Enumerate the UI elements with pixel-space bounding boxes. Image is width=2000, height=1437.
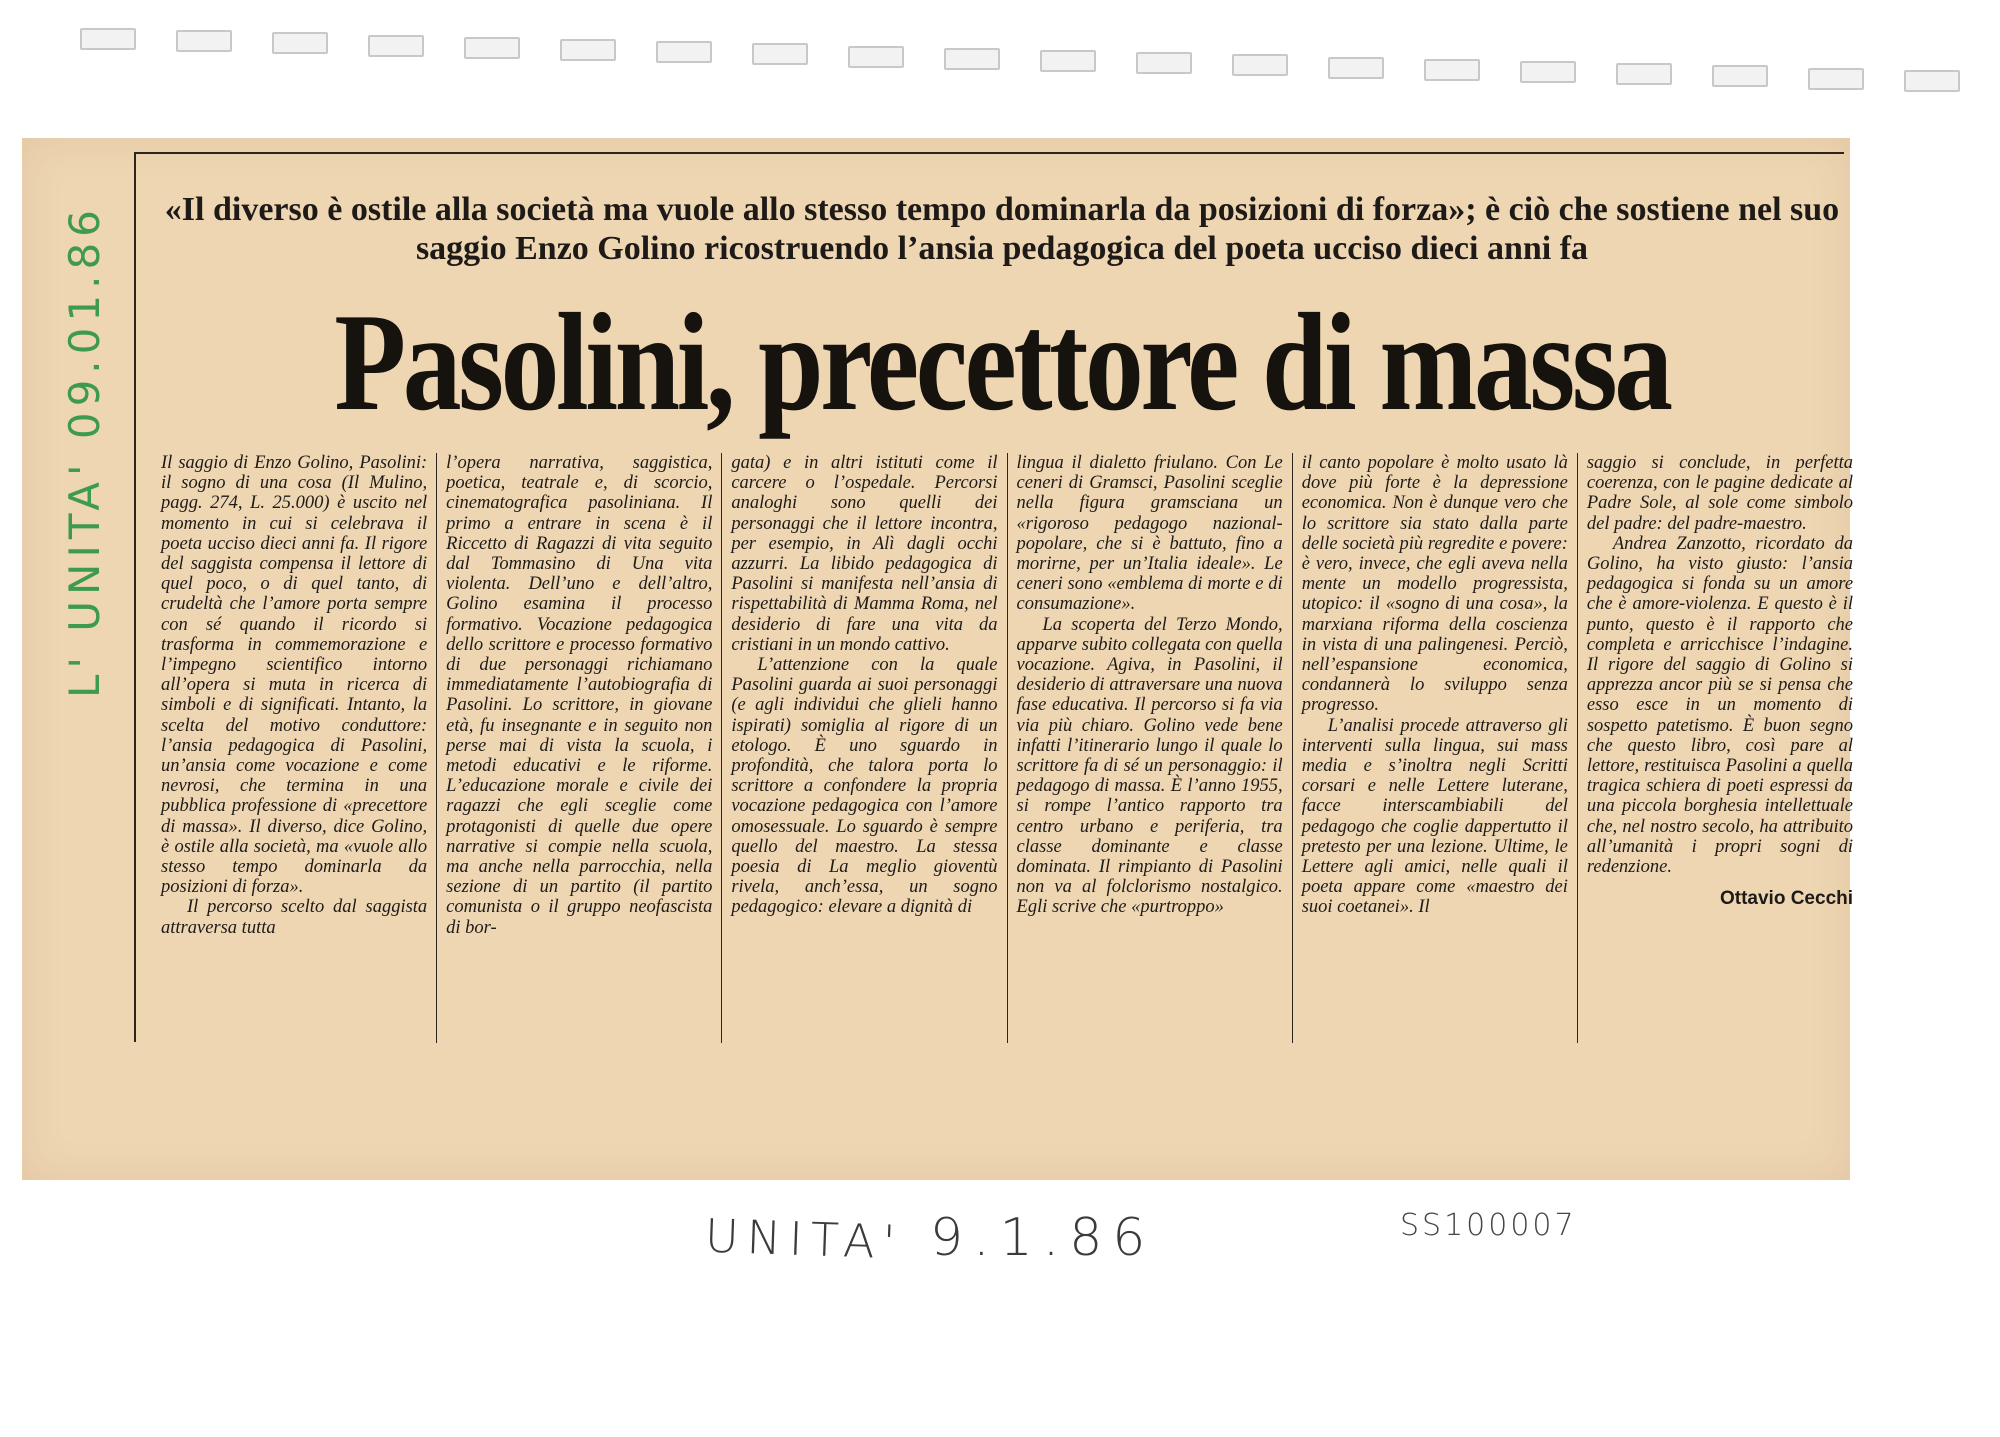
punch-hole bbox=[1040, 50, 1096, 72]
punch-hole bbox=[80, 28, 136, 50]
paragraph: L’attenzione con la quale Pasolini guarda ai suoi personaggi (e agli individui che glieli hanno ispirati) somiglia al rigore di un etologo. È uno sguardo in profondità, che talora porta lo scrittore a confondere la propria vocazione pedagogica con l’amore omosessuale. Lo sguardo è sempre quello del maestro. La stessa poesia di La meglio gioventù rivela, anch’essa, un sogno pedagogico: elevare a dignità di bbox=[731, 655, 998, 918]
punch-hole bbox=[944, 48, 1000, 70]
punch-hole bbox=[1808, 68, 1864, 90]
handwritten-archive-code: SS100007 bbox=[1400, 1208, 1577, 1243]
paragraph: L’analisi procede attraverso gli interventi sulla lingua, sui mass media e s’inoltra negli Scritti corsari e nelle Lettere luterane, facce interscambiabili del pedagogo che coglie dappertutto il pretesto per una lezione. Ultime, le Lettere agli amici, nelle quali il poeta appare come «maestro dei suoi coetanei». Il bbox=[1301, 715, 1568, 918]
paragraph: Il saggio di Enzo Golino, Pasolini: il sogno di una cosa (Il Mulino, pagg. 274, L. 25.000) è uscito nel momento in cui si celebrava il poeta ucciso dieci anni fa. Il rigore del saggista compensa il lettore di quel poco, o di quel tanto, di crudeltà che l’amore porta sempre con sé quando il ricordo si trasforma in commemorazione e l’impegno scientifico intorno all’opera si muta in ricerca di simboli e di significati. Intanto, la scelta del motivo conduttore: l’ansia pedagogica di Pasolini, un’ansia come vocazione e come nevrosi, che termina in una pubblica professione di «precettore di massa». Il diverso, dice Golino, è ostile alla società, ma «vuole allo stesso tempo dominarla da posizioni di forza». bbox=[161, 453, 428, 898]
paragraph: saggio si conclude, in perfetta coerenza, con le pagine dedicate al Padre Sole, al sole come simbolo del padre: del padre-maestro. bbox=[1586, 453, 1854, 534]
article-column bbox=[1292, 453, 1577, 1043]
punch-hole bbox=[752, 43, 808, 65]
punch-hole bbox=[1424, 59, 1480, 81]
article-column bbox=[1007, 453, 1292, 1043]
handwritten-date: 9.1.86 bbox=[930, 1208, 1156, 1268]
punch-hole bbox=[848, 46, 904, 68]
punch-hole bbox=[656, 41, 712, 63]
punch-hole bbox=[1136, 52, 1192, 74]
article-subtitle: «Il diverso è ostile alla società ma vuole allo stesso tempo dominarla da posizioni di forza»; è ciò che sostiene nel suo saggio Enzo Golino ricostruendo l’ansia pedagogica del poeta ucciso dieci anni fa bbox=[164, 191, 1840, 267]
author-byline: Ottavio Cecchi bbox=[1719, 888, 1854, 910]
punch-hole bbox=[176, 30, 232, 52]
article-column bbox=[1577, 453, 1862, 1043]
paragraph: l’opera narrativa, saggistica, poetica, teatrale e, di scorcio, cinematografica pasoliniana. Il primo a entrare in scena è il Riccetto di Ragazzi di vita seguito dal Tommasino di Una vita violenta. Dell’uno e dell’altro, Golino esamina il processo formativo. Vocazione pedagogica dello scrittore e processo formativo di due personaggi richiamano immediatamente l’autobiografia di Pasolini. Lo scrittore, in giovane età, fu insegnante e in seguito non perse mai di vista la scuola, i metodi educativi e le riforme. L’educazione morale e civile dei ragazzi che egli sceglie come protagonisti di quelle due opere narrative si compie nella scuola, ma anche nella parrocchia, nella sezione di un partito (il partito comunista o il gruppo neofascista di bor- bbox=[446, 453, 713, 938]
article-headline: Pasolini, precettore di massa bbox=[334, 285, 1670, 440]
top-rule bbox=[134, 152, 1844, 154]
paragraph: il canto popolare è molto usato là dove più forte è la depressione economica. Non è dunque vero che lo scrittore sia stato dalla parte delle società più regredite e povere: è vero, invece, che egli aveva nella mente un modello progressista, utopico: il «sogno di una cosa», la marxiana riforma della coscienza in vista di una palingenesi. Perciò, nell’espansione economica, condannerà lo sviluppo senza progresso. bbox=[1301, 453, 1568, 716]
paragraph: gata) e in altri istituti come il carcere o l’ospedale. Percorsi analoghi sono quelli dei personaggi che il lettore incontra, per esempio, in Alì dagli occhi azzurri. La libido pedagogica di Pasolini si manifesta nell’ansia di rispettabilità di Mamma Roma, nel desiderio di fare una vita da cristiani in un mondo cattivo. bbox=[731, 453, 998, 655]
punch-hole bbox=[1232, 54, 1288, 76]
punch-hole bbox=[272, 32, 328, 54]
date-stamp: L' UNITA' 09.01.86 bbox=[60, 204, 109, 698]
punch-hole bbox=[1904, 70, 1960, 92]
article-column bbox=[436, 453, 721, 1043]
punch-hole bbox=[368, 35, 424, 57]
article-column bbox=[152, 453, 436, 1043]
paragraph: Andrea Zanzotto, ricordato da Golino, ha visto giusto: l’ansia pedagogica si fonda su un amore che è amore-violenza. E questo è il punto, questo è il rapporto che completa e arricchisce l’indagine. Il rigore del saggio di Golino si apprezza ancor più se si pensa che esso esce in un momento di sospetto patetismo. È buon segno che questo libro, così pare al lettore, restituisca Pasolini a quella tragica schiera di poeti espressi da una piccola borghesia intellettuale che, nel nostro secolo, ha attribuito all’umanità i propri sogni di redenzione. bbox=[1586, 533, 1854, 878]
newspaper-clipping bbox=[22, 138, 1854, 1180]
punch-hole bbox=[1328, 57, 1384, 79]
handwritten-source: UNITA' bbox=[704, 1208, 905, 1270]
paragraph: La scoperta del Terzo Mondo, apparve subito collegata con quella vocazione. Agiva, in Pasolini, il desiderio di attraversare una nuova fase educativa. Il percorso si fa via via più chiaro. Golino vede bene infatti l’itinerario lungo il quale lo scrittore fa di sé un personaggio: il pedagogo di massa. È l’anno 1955, si rompe l’antico rapporto tra centro urbano e periferia, tra classe dominante e classe dominata. Il rimpianto di Pasolini non va al folclorismo nostalgico. Egli scrive che «purtroppo» bbox=[1016, 614, 1283, 918]
punch-hole bbox=[464, 37, 520, 59]
paragraph: lingua il dialetto friulano. Con Le ceneri di Gramsci, Pasolini sceglie nella figura gramsciana un «rigoroso pedagogo nazional-popolare, che si è battuto, fino a morirne, per un’Italia ideale». Le ceneri sono «emblema di morte e di consumazione». bbox=[1016, 453, 1283, 615]
punch-hole bbox=[1616, 63, 1672, 85]
punch-hole-strip bbox=[80, 28, 1980, 98]
punch-hole bbox=[1712, 65, 1768, 87]
punch-hole bbox=[560, 39, 616, 61]
punch-hole bbox=[1520, 61, 1576, 83]
left-rule bbox=[134, 152, 136, 1042]
article-body bbox=[152, 453, 1862, 1043]
paragraph: Il percorso scelto dal saggista attraversa tutta bbox=[161, 897, 428, 938]
article-column bbox=[721, 453, 1006, 1043]
